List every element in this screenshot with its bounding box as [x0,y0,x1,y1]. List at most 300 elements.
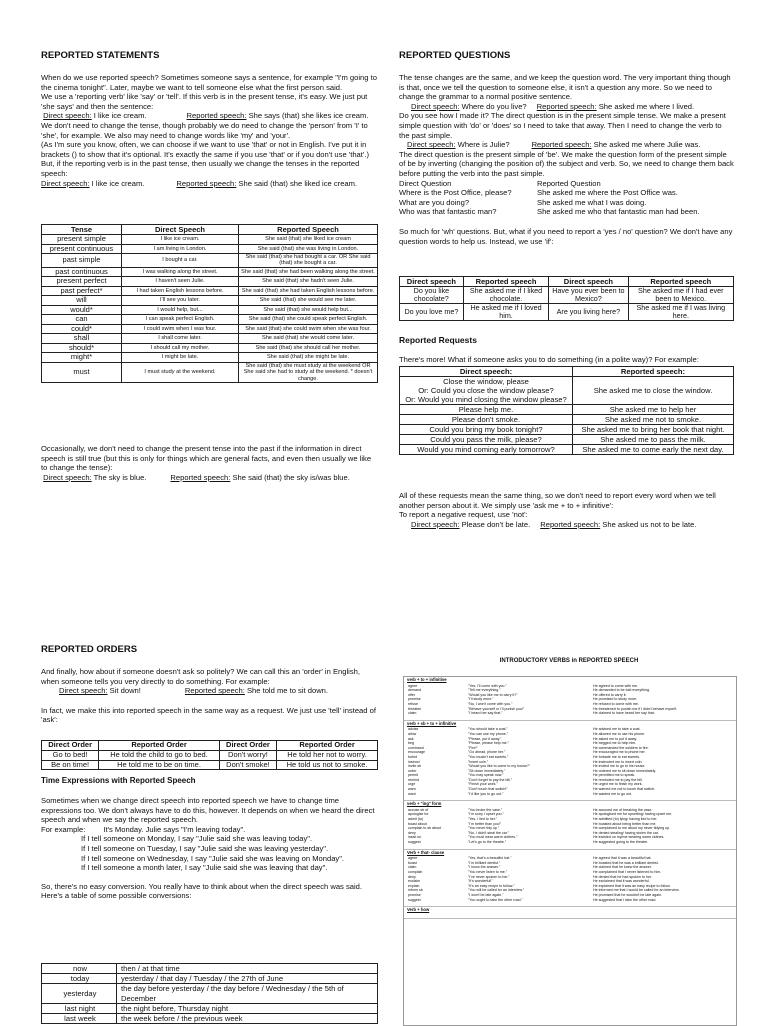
verb-direct-cell: "Yes, I'll come with you." [468,683,507,688]
verb-cell: refuse [408,701,418,706]
reported-question: She asked me where the Post Office was. [537,188,678,198]
example-line: It's Monday. Julie says "I'm leaving today". [103,824,246,834]
order-cell: He told her not to worry. [277,750,378,760]
direct-cell: I had taken English lessons before. [122,286,239,296]
reported-cell: She said (that) she hadn't seen Julie. [239,277,378,287]
request-line: Close the window, please [443,377,529,386]
yn-cell: She asked me if I had ever been to Mexico. [628,287,733,304]
requests-title: Reported Requests [399,335,477,345]
request-direct-cell: Please don't smoke. [400,415,573,425]
reported-text: She says (that) she likes ice cream. [246,111,369,121]
time-body [41,796,378,901]
verb-reported-cell: He exclaimed that it was wonderful. [593,879,650,884]
table-row [400,287,734,304]
time-line: If I tell someone on Tuesday, I say "Julie said she was leaving yesterday". [81,843,329,853]
reported-cell: She said (that) she had been walking along the street. [239,267,378,277]
statements-title: REPORTED STATEMENTS [41,50,160,61]
verb-direct-cell: "No, I didn't steal the car." [468,830,509,835]
req-header-reported: Reported speech: [573,367,734,377]
table-row [400,415,734,425]
direct-cell: I like ice cream. [122,235,239,245]
reported-cell: She said (that) she might be late. [239,353,378,363]
table-row [42,334,378,344]
time-direct-cell: yesterday [42,984,117,1003]
verb-direct-cell: "I'm sorry I upset you." [468,812,504,817]
table-row [42,760,378,770]
verb-direct-cell: "I know the answer." [468,865,501,870]
time-table [41,963,378,1024]
list-item [399,179,734,189]
table-row [42,750,378,760]
verb-direct-cell: "Please, put it away." [468,736,502,741]
reported-question: Reported Question [537,178,601,188]
verb-direct-cell: "You must wear warm clothes." [468,835,518,840]
verb-reported-cell: He urged me to finish my work. [593,782,643,787]
table-row [42,984,378,1003]
time-reported-cell: yesterday / that day / Tuesday / the 27th of June [117,974,378,984]
requests-example [399,520,734,530]
direct-label: Direct speech: [407,140,456,150]
statements-mid-3: But, if the reporting verb is in the past tense, then usually we change the tenses in the reported speech: [41,159,360,178]
verb-reported-cell: He demanded to be told everything. [593,688,650,693]
tense-cell: present simple [42,235,122,245]
section-spacer [404,716,736,720]
reported-text: She told me to sit down. [244,686,329,696]
verb-cell: advise [408,727,419,732]
table-row [400,304,734,321]
direct-text: I like ice cream. [91,111,147,121]
verb-direct-cell: "It's wonderful!" [468,879,493,884]
verb-direct-cell: "You mustn't eat sweets." [468,754,509,759]
verb-reported-cell: He ordered me to sit down immediately. [593,768,657,773]
table-row [42,964,378,974]
verb-direct-cell: "You may speak now." [468,773,504,778]
verb-direct-cell: "Yes, I lied to her." [468,817,497,822]
order-cell: Be on time! [42,760,99,770]
tense-cell: present continuous [42,244,122,254]
verb-cell: suggest [408,840,421,844]
verbs-section [404,907,736,919]
verb-cell: boast [408,860,417,865]
yn-header-2: Reported speech [463,277,548,287]
direct-label: Direct speech: [59,686,108,696]
time-p1: Sometimes when we change direct speech into reported speech we have to change time expressions too. We don't always have to do this, however. It depends on when we heard the direct speech and when we say the reported speech. [41,796,375,825]
tense-cell: past perfect* [42,286,122,296]
orders-title: REPORTED ORDERS [41,644,138,655]
verb-direct-cell: "You never tidy up." [468,826,500,831]
verb-reported-cell: He complained that I never listened to him. [593,869,662,874]
verb-cell: apologise for [408,812,429,817]
verb-reported-cell: He denied stealing/ having stolen the car. [593,830,659,835]
verb-reported-cell: He commanded the soldiers to fire. [593,745,649,750]
tense-cell: might* [42,353,122,363]
request-reported-cell: She asked me to pass the milk. [573,435,734,445]
direct-text: Where is Julie? [455,140,510,150]
verbs-section-head: Verb + that- clause [407,849,445,855]
verb-cell: explain [408,883,420,888]
for-example: For example: [41,824,86,834]
table-row [42,362,378,382]
verb-direct-cell: "You can use my phone." [468,731,508,736]
direct-cell: I was walking along the street. [122,267,239,277]
table-row [400,425,734,435]
verb-cell: allow [408,731,417,736]
tense-cell: can [42,315,122,325]
verb-cell: promise [408,697,421,702]
verb-reported-cell: He threatened to punish me if I didn't behave myself. [593,706,677,711]
statements-body [41,73,378,188]
verb-cell: promise [408,892,421,897]
reported-text: She said (that) she liked ice cream. [236,178,358,188]
verb-reported-cell: He boasted about being better than me. [593,821,657,826]
order-cell: He told us not to smoke. [277,760,378,770]
questions-p4: So much for 'wh' questions. But, what if you need to report a 'yes / no' question? We don't have any question words to help us. Instead, we use 'if': [399,226,733,246]
verb-direct-cell: "Fire!" [468,745,478,750]
direct-cell: I must study at the weekend. [122,362,239,382]
time-direct-cell: now [42,964,117,974]
verbs-section [404,801,736,849]
verb-reported-cell: He suggested that I take the other road. [593,897,657,902]
section-spacer [404,796,736,800]
direct-label: Direct speech: [411,519,460,529]
reported-question: She asked me what I was doing. [537,197,647,207]
direct-cell: I could swim when I was four. [122,324,239,334]
reported-cell: She said (that) she was living in London. [239,244,378,254]
verb-direct-cell: "Let's go to the theatre." [468,840,507,844]
table-row [42,277,378,287]
verb-cell: agree [408,856,418,861]
direct-cell: I would help, but... [122,305,239,315]
question-list [399,179,734,217]
direct-label: Direct speech: [43,111,92,121]
order-cell: Don't smoke! [219,760,276,770]
verb-direct-cell: "You never listen to me." [468,869,507,874]
verb-direct-cell: "Go ahead, phone her." [468,750,506,755]
verb-cell: permit [408,773,418,778]
verb-direct-cell: "Don't touch that switch!" [468,787,508,792]
direct-question: Direct Question [399,178,452,188]
verb-cell: instruct [408,759,420,764]
reported-cell: She said (that) she would see me later. [239,296,378,306]
direct-question: Who was that fantastic man? [399,207,497,217]
direct-cell: I am living in London. [122,244,239,254]
orders-p1: And finally, how about if someone doesn't ask so politely? We can call this an 'order' in English, when someone tells you very directly to do something. For example: [41,667,360,686]
direct-cell: I bought a car. [122,254,239,268]
verb-direct-cell: "Would you like to come to my house?" [468,764,531,769]
time-title: Time Expressions with Reported Speech [41,776,196,785]
order-header-1: Direct Order [42,741,99,751]
verb-cell: offer [408,692,416,697]
verb-direct-cell: "Behave yourself or I'll punish you!" [468,706,525,711]
verb-cell: complain to sb about [408,826,442,831]
verb-direct-cell: "I've never spoken to her." [468,874,510,879]
statements-intro-2: We use a 'reporting verb' like 'say' or 'tell'. If this verb is in the present tense, it's easy. We just put 'she says' and then the sentence: [41,92,368,111]
verb-row [404,840,736,845]
time-p3: Here's a table of some possible conversions: [41,891,192,901]
tense-cell: would* [42,305,122,315]
tense-cell: shall [42,334,122,344]
table-row [42,974,378,984]
verb-cell: complain [408,869,423,874]
verb-reported-cell: He explained that it was an easy recipe to follow. [593,883,671,888]
order-header-2: Reported Order [99,741,220,751]
statements-intro-1: When do we use reported speech? Sometimes someone says a sentence, for example "I'm going to the cinema tonight". Later, maybe we want to tell someone else what the first person said. [41,73,377,92]
statements-mid-1: We don't need to change the tense, though probably we do need to change the 'person' from 'I' to 'she', for example. We also may need to change words like 'my' and 'your'. [41,120,368,140]
time-lines [41,834,378,872]
tense-cell: could* [42,324,122,334]
verb-direct-cell: "Finish your work." [468,782,498,787]
request-reported-cell: She asked me to come early the next day. [573,445,734,455]
order-cell: He told me to be on time. [99,760,220,770]
verb-direct-cell: "No, I won't come with you." [468,701,513,706]
request-reported-cell: She asked me not to smoke. [573,415,734,425]
table-row [400,435,734,445]
statements-after [41,444,378,482]
yn-header-1: Direct speech [400,277,464,287]
verb-cell: urge [408,782,416,787]
reported-header: Reported Speech [239,225,378,235]
time-example [41,825,378,835]
verb-reported-cell: He advised me to take a coat. [593,727,641,732]
verb-cell: admit (to) [408,817,424,822]
request-direct-cell: Could you pass the milk, please? [400,435,573,445]
request-line: Or: Would you mind closing the window please? [405,395,567,404]
direct-cell: I should call my mother. [122,343,239,353]
reported-label: Reported speech: [531,140,592,150]
tense-cell: past simple [42,254,122,268]
direct-cell: I might be late. [122,353,239,363]
time-reported-cell: the night before, Thursday night [117,1003,378,1013]
request-direct-cell: Please help me. [400,405,573,415]
verb-reported-cell: He permitted me to speak. [593,773,636,778]
table-row [42,305,378,315]
reported-cell: She said (that) she would help but... [239,305,378,315]
table-row [42,296,378,306]
direct-cell: I can speak perfect English. [122,315,239,325]
reported-label: Reported speech: [536,101,597,111]
introductory-verbs-table [403,676,737,1026]
verb-cell: ask [408,736,414,741]
order-header-4: Reported Order [277,741,378,751]
table-row [42,315,378,325]
verb-row [404,898,736,903]
time-reported-cell: the week before / the previous week [117,1014,378,1024]
order-cell: He told the child to go to bed. [99,750,220,760]
yn-cell: Do you love me? [400,304,464,321]
reported-cell: She said (that) she had bought a car. OR She said (that) she bought a car. [239,254,378,268]
tense-cell: present perfect [42,277,122,287]
direct-label: Direct speech: [43,472,92,482]
verb-reported-cell: He insisted on my/me wearing warm clothes. [593,835,665,840]
verb-cell: inform sb [408,888,423,893]
verb-direct-cell: "Don't forget to pay the bill." [468,777,513,782]
verb-reported-cell: He wanted me to go out. [593,791,633,796]
verb-reported-cell: He allowed me to use his phone. [593,731,646,736]
request-direct-cell: Could you bring my book tonight? [400,425,573,435]
questions-p1: The tense changes are the same, and we keep the question word. The very important thing though is that, once we tell the question to someone else, it isn't a question any more. So we need to change the grammar to a normal positive sentence. [399,73,731,102]
verb-direct-cell: "It's an easy recipe to follow." [468,883,515,888]
verb-reported-cell: He accused me of breaking the vase. [593,807,653,812]
verb-reported-cell: He suggested going to the theatre. [593,840,649,844]
reported-cell: She said (that) she liked ice cream [239,235,378,245]
direct-label: Direct speech: [41,178,90,188]
yn-cell: Do you like chocolate? [400,287,464,304]
verb-cell: deny [408,830,416,835]
yn-cell: Have you ever been to Mexico? [549,287,628,304]
verb-reported-cell: He admitted (to) lying/ having lied to her. [593,817,658,822]
tense-cell: past continuous [42,267,122,277]
request-reported-cell: She asked me to bring her book that night. [573,425,734,435]
order-header-3: Direct Order [219,741,276,751]
requests-p1: There's more! What if someone asks you to do something (in a polite way)? For example: [399,355,699,364]
verbs-section-head: verb + "ing" form [407,801,442,807]
table-row [42,1014,378,1024]
questions-body [399,73,734,246]
verb-reported-cell: He claimed that he knew the answer. [593,865,652,870]
verb-direct-cell: "You will be called for an interview." [468,888,525,893]
orders-body [41,667,378,725]
verb-cell: warn [408,787,416,792]
requests-p2: All of these requests mean the same thing, so we don't need to report every word when we tell another person about it. We simply use 'ask me + to + infinitive': [399,491,716,510]
request-direct-cell [400,377,573,405]
request-reported-cell: She asked me to help her [573,405,734,415]
list-item [399,198,734,208]
tense-table [41,224,378,383]
req-header-direct: Direct speech: [400,367,573,377]
order-cell: Don't worry! [219,750,276,760]
direct-text: Sit down! [107,686,141,696]
reported-label: Reported speech: [170,472,231,482]
request-direct-cell: Would you mind coming early tomorrow? [400,445,573,455]
verb-cell: want [408,791,416,796]
requests-intro [399,355,734,365]
reported-label: Reported speech: [540,519,601,529]
verbs-section [404,721,736,802]
time-direct-cell: last week [42,1014,117,1024]
reported-text: She asked us not to be late. [600,519,697,529]
tense-header: Tense [42,225,122,235]
verbs-section [404,677,736,721]
reported-cell: She said (that) she must study at the weekend OR She said she had to study at the weekend. * doesn't change. [239,362,378,382]
verbs-section-head: verb + to + infinitive [407,677,447,682]
verbs-section-head: verb + sb + to + infinitive [407,720,457,726]
verb-cell: claim [408,865,417,870]
verb-direct-cell: "Tell me everything." [468,688,501,693]
yn-header-3: Direct speech [549,277,628,287]
direct-text: Please don't be late. [459,519,531,529]
verb-reported-cell: He refused to come with me. [593,701,639,706]
time-direct-cell: today [42,974,117,984]
reported-cell: She said (that) she should call her mother. [239,343,378,353]
time-line: If I tell someone a month later, I say "Julie said she was leaving that day". [81,863,328,873]
order-cell: Go to bed! [42,750,99,760]
verb-reported-cell: He instructed me to insert coin. [593,759,643,764]
section-spacer [404,902,736,906]
verb-direct-cell: "I heard her say that." [468,711,503,716]
table-row [400,377,734,405]
verb-direct-cell: "I'll study more." [468,697,494,702]
direct-text: The sky is blue. [91,472,147,482]
verb-reported-cell: He reminded me to pay the bill. [593,777,643,782]
reported-label: Reported speech: [184,686,245,696]
reported-cell: She said (that) she could speak perfect English. [239,315,378,325]
requests-table [399,366,734,455]
section-spacer [404,914,736,918]
verb-direct-cell: "I'd like you to go out." [468,791,504,796]
verb-reported-cell: He offered to carry it. [593,692,627,697]
reported-text: She asked me where Julie was. [591,140,701,150]
verb-cell: boast about [408,821,427,826]
verb-reported-cell: He promised that he wouldn't be late again. [593,892,663,897]
verb-row [404,792,736,797]
reported-label: Reported speech: [186,111,247,121]
reported-text: She asked me where I lived. [596,101,695,111]
verb-direct-cell: "You broke the vase." [468,807,503,812]
time-reported-cell: then / at that time [117,964,378,974]
verbs-section-head: Verb + how [407,907,430,913]
yn-cell: He asked me if I loved him. [463,304,548,321]
verb-reported-cell: He warned me not to touch that switch. [593,787,656,792]
verb-reported-cell: He promised to study more. [593,697,638,702]
verb-cell: accuse sb of [408,807,429,812]
verb-cell: invite sb [408,764,422,769]
verb-cell: claim [408,711,417,716]
yn-cell: Are you living here? [549,304,628,321]
verb-cell: remind [408,777,419,782]
direct-cell: I'll see you later. [122,296,239,306]
statements-mid-2: (As I'm sure you know, often, we can choose if we want to use 'that' or not in English. I've put it in brackets () to show that it's optional. It's exactly the same if you use 'that' or if you don't use 'that'.) [41,140,369,159]
questions-p3: The direct question is the present simple of 'be'. We make the question form of the present simple of be by inverting (changing the position of) the subject and verb. So, we need to change them back before putting the verb into the past simple. [399,149,734,178]
verb-cell: deny [408,874,416,879]
verb-direct-cell: "I won't be late again." [468,892,504,897]
verb-cell: exclaim [408,879,421,884]
verbs-title: INTRODUCTORY VERBS in REPORTED SPEECH [499,658,639,664]
reported-cell: She said (that) she had taken English lessons before. [239,286,378,296]
verb-reported-cell: He agreed to come with me. [593,683,638,688]
time-line: If I tell someone on Monday, I say "Julie said she was leaving today". [81,834,313,844]
statements-example-3 [41,473,378,483]
time-p2: So, there's no easy conversion. You really have to think about when the direct speech was said. [41,881,363,891]
reported-text: She said (that) the sky is/was blue. [230,472,350,482]
section-spacer [404,845,736,849]
verb-cell: demand [408,688,421,693]
direct-label: Direct speech: [411,101,460,111]
verb-cell: threaten [408,706,422,711]
yn-cell: She asked me if I liked chocolate. [463,287,548,304]
verb-cell: command [408,745,424,750]
verb-reported-cell: He claimed to have heard her say that. [593,711,655,716]
orders-table [41,740,378,770]
verb-direct-cell: "Yes, that's a beautiful hat." [468,856,512,861]
verb-cell: agree [408,683,418,688]
verb-reported-cell: He agreed that it was a beautiful hat. [593,856,652,861]
list-item [399,188,734,198]
verb-reported-cell: He asked me to put it away. [593,736,638,741]
request-line: Or: Could you close the window please? [418,386,554,395]
tense-cell: will [42,296,122,306]
verb-reported-cell: He denied that he had spoken to her. [593,874,652,879]
tense-cell: should* [42,343,122,353]
reported-cell: She said (that) she would come later. [239,334,378,344]
table-row [42,324,378,334]
table-row [400,405,734,415]
verb-reported-cell: He complained to me about my never tidying up. [593,826,671,831]
statements-example-2 [41,179,378,189]
verb-reported-cell: He begged me to help him. [593,741,637,746]
questions-title: REPORTED QUESTIONS [399,50,511,61]
requests-outro [399,491,734,529]
direct-text: I like ice cream. [89,178,145,188]
